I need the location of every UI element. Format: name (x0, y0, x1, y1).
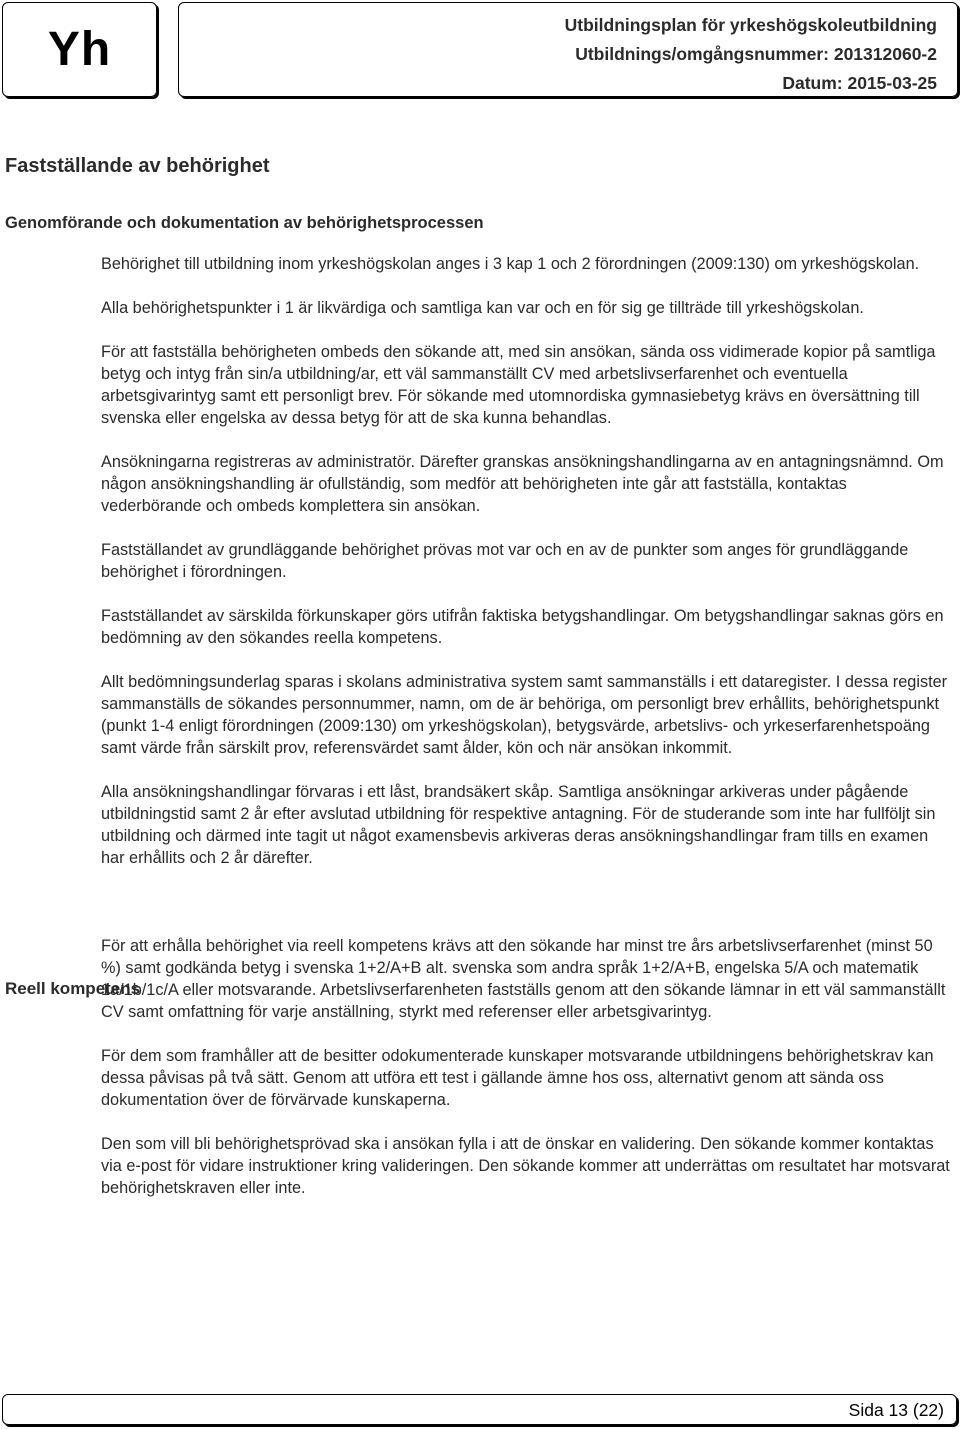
paragraph: Fastställandet av grundläggande behörighet prövas mot var och en av de punkter som anges för grundläggande behörighet i förordningen. (101, 541, 909, 581)
page-number: Sida 13 (22) (848, 1400, 944, 1420)
document-date: Datum: 2015-03-25 (782, 73, 937, 93)
paragraph: För att erhålla behörighet via reell kompetens krävs att den sökande har minst tre års arbetslivserfarenhet (minst 50 %) samt godkända betyg i svenska 1+2/A+B alt. svenska som andra språk 1+2/A+B, engelska 5/A och matematik 1a/1b/1c/A eller motsvarande. Arbetslivserfarenheten fastställs genom att den sökande lämnar in ett väl sammanställt CV samt omfattning för varje anställning, styrkt med referenser eller arbetsgivarintyg. (101, 937, 946, 1021)
paragraph: För dem som framhåller att de besitter odokumenterade kunskaper motsvarande utbildningens behörighetskrav kan dessa påvisas på två sätt. Genom att utföra ett test i gällande ämne hos oss, alternativt genom att sända oss dokumentation över de förvärvade kunskaperna. (101, 1047, 934, 1109)
logo-box (2, 2, 157, 97)
reell-kompetens-label: Reell kompetens (5, 979, 141, 998)
page-footer (2, 1394, 957, 1425)
paragraph: Alla ansökningshandlingar förvaras i ett låst, brandsäkert skåp. Samtliga ansökningar arkiveras under pågående utbildningstid samt 2 år efter avslutad utbildning för respektive antagning. För de studerande som inte har fullföljt sin utbildning och därmed inte tagit ut något examensbevis arkiveras deras ansökningshandlingar fram tills en examen har erhållits och 2 år därefter. (101, 783, 936, 867)
document-title: Utbildningsplan för yrkeshögskoleutbildning (564, 15, 937, 35)
paragraph: Alla behörighetspunkter i 1 är likvärdiga och samtliga kan var och en för sig ge tillträde till yrkeshögskolan. (101, 299, 864, 317)
paragraph: Fastställandet av särskilda förkunskaper görs utifrån faktiska betygshandlingar. Om betygshandlingar saknas görs en bedömning av den sökandes reella kompetens. (101, 607, 944, 647)
subsection-title: Genomförande och dokumentation av behörighetsprocessen (5, 214, 484, 232)
paragraph: För att fastställa behörigheten ombeds den sökande att, med sin ansökan, sända oss vidimerade kopior på samtliga betyg och intyg från sin/a utbildning/ar, ett väl sammanställt CV med arbetslivserfarenhet och eventuella arbetsgivarintyg samt ett personligt brev. För sökande med utomnordiska gymnasiebetyg krävs en översättning till svenska eller engelska av dessa betyg för att de ska kunna behandlas. (101, 343, 936, 427)
paragraph: Behörighet till utbildning inom yrkeshögskolan anges i 3 kap 1 och 2 förordningen (2009:130) om yrkeshögskolan. (101, 255, 920, 273)
document-header (178, 2, 958, 97)
paragraph: Den som vill bli behörighetsprövad ska i ansökan fylla i att de önskar en validering. Den sökande kommer kontaktas via e-post för vidare instruktioner kring valideringen. Den sökande kommer att underrättas om resultatet har motsvarat behörighetskraven eller inte. (101, 1135, 950, 1197)
program-number: Utbildnings/omgångsnummer: 201312060-2 (575, 44, 937, 64)
body-content (101, 253, 951, 1221)
paragraph: Allt bedömningsunderlag sparas i skolans administrativa system samt sammanställs i ett dataregister. I dessa register sammanställs de sökandes personnummer, namn, om de är behöriga, om personligt brev erhållits, behörighetspunkt (punkt 1-4 enligt förordningen (2009:130) om yrkeshögskolan), betygsvärde, arbetslivs- och yrkeserfarenhetspoäng samt värde från särskilt prov, referensvärdet samt ålder, kön och när ansökan inkommit. (101, 673, 948, 757)
paragraph: Ansökningarna registreras av administratör. Därefter granskas ansökningshandlingarna av en antagningsnämnd. Om någon ansökningshandling är ofullständig, som medför att behörigheten inte går att fastställa, kontaktas vederbörande och ombeds komplettera sin ansökan. (101, 453, 944, 515)
section-title: Fastställande av behörighet (5, 155, 270, 177)
yh-logo: Yh (47, 23, 112, 76)
